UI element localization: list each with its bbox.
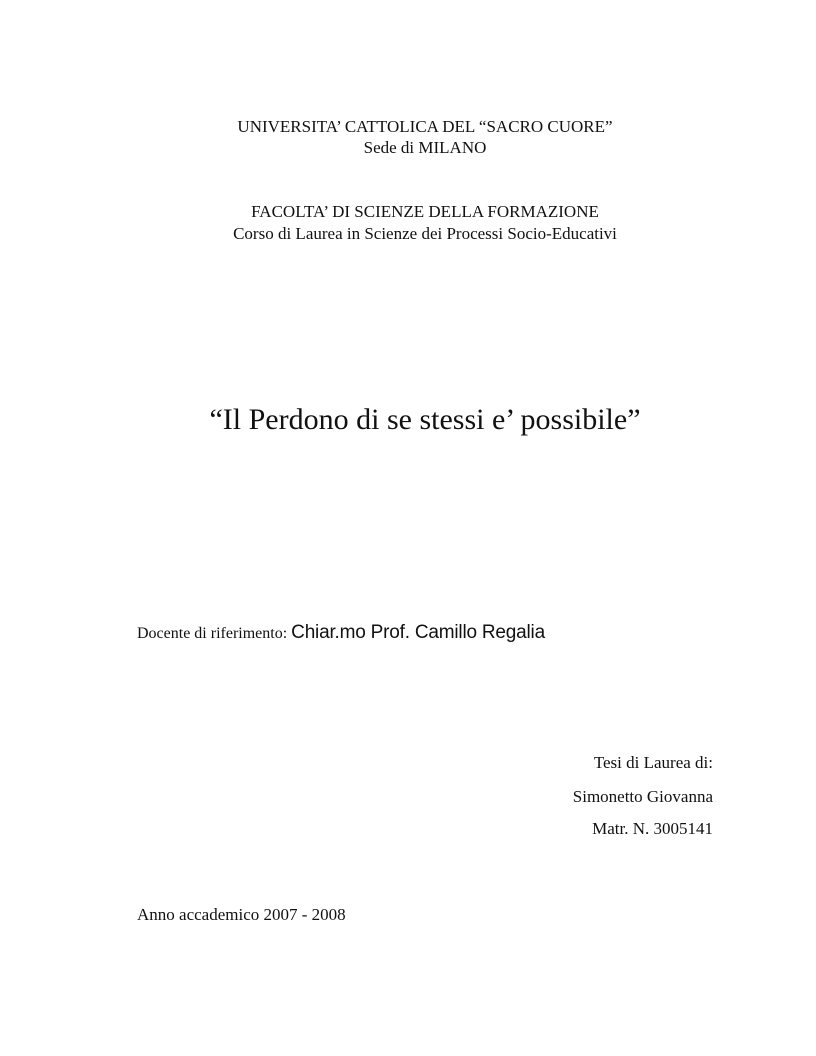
candidate-label: Tesi di Laurea di: [593, 753, 713, 772]
candidate-matriculation: Matr. N. 3005141 [592, 819, 713, 838]
faculty-name: FACOLTA’ DI SCIENZE DELLA FORMAZIONE [251, 202, 599, 221]
academic-year: Anno accademico 2007 - 2008 [137, 905, 346, 924]
candidate-name: Simonetto Giovanna [572, 787, 713, 806]
course-name: Corso di Laurea in Scienze dei Processi Socio-Educativi [233, 224, 617, 243]
university-name: UNIVERSITA’ CATTOLICA DEL “SACRO CUORE” [237, 117, 613, 136]
supervisor-label: Docente di riferimento: [137, 625, 288, 642]
supervisor-name: Chiar.mo Prof. Camillo Regalia [291, 622, 545, 643]
university-seat: Sede di MILANO [363, 138, 487, 157]
supervisor-line [137, 623, 545, 642]
thesis-title: “Il Perdono di se stessi e’ possibile” [209, 403, 641, 436]
